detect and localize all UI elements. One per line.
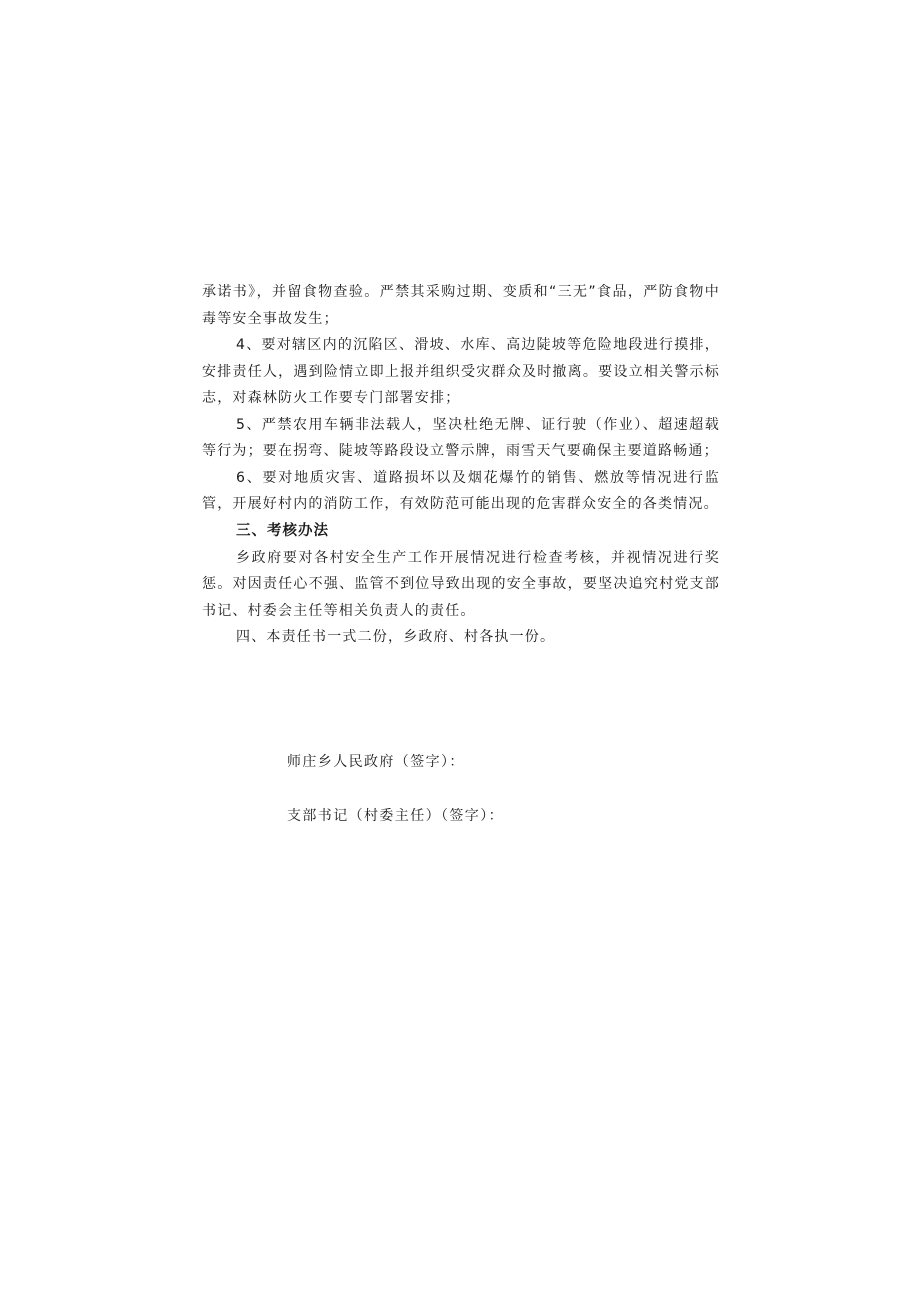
section-heading-assessment: 三、考核办法 xyxy=(236,522,329,539)
paragraph-copies-clause: 四、本责任书一式二份，乡政府、村各执一份。 xyxy=(236,629,556,645)
paragraph-item-6-supervision: 6、要对地质灾害、道路损坏以及烟花爆竹的销售、燃放等情况进行监管，开展好村内的消防工作，有效防范可能出现的危害群众安全的各类情况。 xyxy=(202,469,720,512)
document-body xyxy=(202,279,720,651)
paragraph-food-safety-continuation: 承诺书》，并留食物查验。严禁其采购过期、变质和“三无”食品，严防食物中毒等安全事故发生； xyxy=(202,284,720,327)
paragraph-item-5-vehicles: 5、严禁农用车辆非法载人，坚决杜绝无牌、证行驶（作业）、超速超载等行为；要在拐弯、陡坡等路段设立警示牌，雨雪天气要确保主要道路畅通； xyxy=(202,416,720,459)
signature-line-village-secretary: 支部书记（村委主任）（签字）： xyxy=(287,808,504,824)
paragraph-item-4-hazard-areas: 4、要对辖区内的沉陷区、滑坡、水库、高边陡坡等危险地段进行摸排，安排责任人，遇到险情立即上报并组织受灾群众及时撤离。要设立相关警示标志，对森林防火工作要专门部署安排； xyxy=(202,337,720,406)
signature-line-government: 师庄乡人民政府（签字）： xyxy=(287,754,465,770)
paragraph-assessment-method: 乡政府要对各村安全生产工作开展情况进行检查考核，并视情况进行奖惩。对因责任心不强、监管不到位导致出现的安全事故，要坚决追究村党支部书记、村委会主任等相关负责人的责任。 xyxy=(202,549,720,619)
